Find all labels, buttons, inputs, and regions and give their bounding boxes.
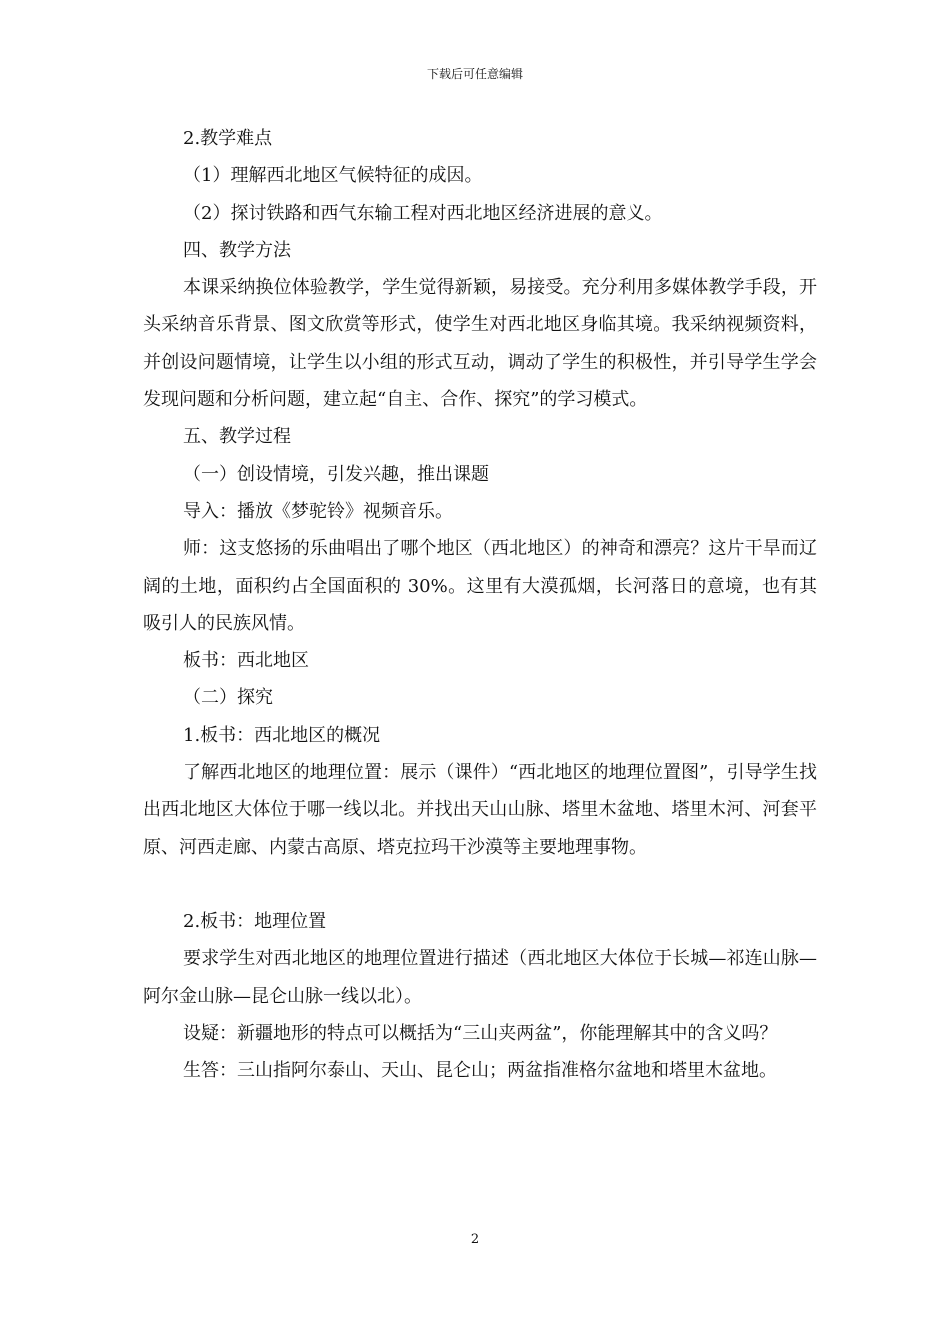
page-number: 2	[470, 1232, 480, 1247]
section-heading-teaching-methods: 四、教学方法	[183, 239, 291, 261]
document-body	[143, 120, 817, 1089]
board-note-location: 2.板书：地理位置	[183, 910, 327, 932]
page-header: 下载后可任意编辑	[426, 67, 523, 81]
teaching-methods-paragraph: 本课采纳换位体验教学，学生觉得新颖，易接受。充分利用多媒体教学手段，开头采纳音乐背景、图文欣赏等形式，使学生对西北地区身临其境。我采纳视频资料，并创设问题情境，让学生以小组的形式互动，调动了学生的积极性，并引导学生学会发现问题和分析问题，建立起“自主、合作、探究”的学习模式。	[143, 277, 817, 411]
question-paragraph: 设疑：新疆地形的特点可以概括为“三山夹两盆”，你能理解其中的含义吗？	[183, 1022, 778, 1044]
describe-location-paragraph: 要求学生对西北地区的地理位置进行描述（西北地区大体位于长城—祁连山脉—阿尔金山脉—昆仑山脉一线以北）。	[143, 948, 817, 1007]
location-paragraph: 了解西北地区的地理位置：展示（课件）“西北地区的地理位置图”，引导学生找出西北地区大体位于哪一线以北。并找出天山山脉、塔里木盆地、塔里木河、河套平原、河西走廊、内蒙古高原、塔克拉玛干沙漠等主要地理事物。	[143, 762, 817, 858]
difficulty-item-1: （1）理解西北地区气候特征的成因。	[183, 165, 483, 187]
answer-paragraph: 生答：三山指阿尔泰山、天山、昆仑山；两盆指准格尔盆地和塔里木盆地。	[183, 1060, 777, 1082]
step-1-heading: （一）创设情境，引发兴趣，推出课题	[183, 463, 489, 485]
step-2-heading: （二）探究	[183, 687, 273, 709]
intro-paragraph: 导入：播放《梦驼铃》视频音乐。	[183, 500, 453, 522]
board-note-overview: 1.板书：西北地区的概况	[183, 724, 381, 746]
board-note-northwest: 板书：西北地区	[183, 650, 309, 672]
section-heading-teaching-process: 五、教学过程	[183, 426, 291, 448]
teacher-paragraph: 师：这支悠扬的乐曲唱出了哪个地区（西北地区）的神奇和漂亮？这片干旱而辽阔的土地，面积约占全国面积的 30%。这里有大漠孤烟，长河落日的意境，也有其吸引人的民族风情。	[143, 538, 817, 634]
difficulty-item-2: （2）探讨铁路和西气东输工程对西北地区经济进展的意义。	[183, 202, 663, 224]
subheading-teaching-difficulties: 2.教学难点	[183, 128, 273, 149]
paragraph-gap	[143, 866, 817, 903]
